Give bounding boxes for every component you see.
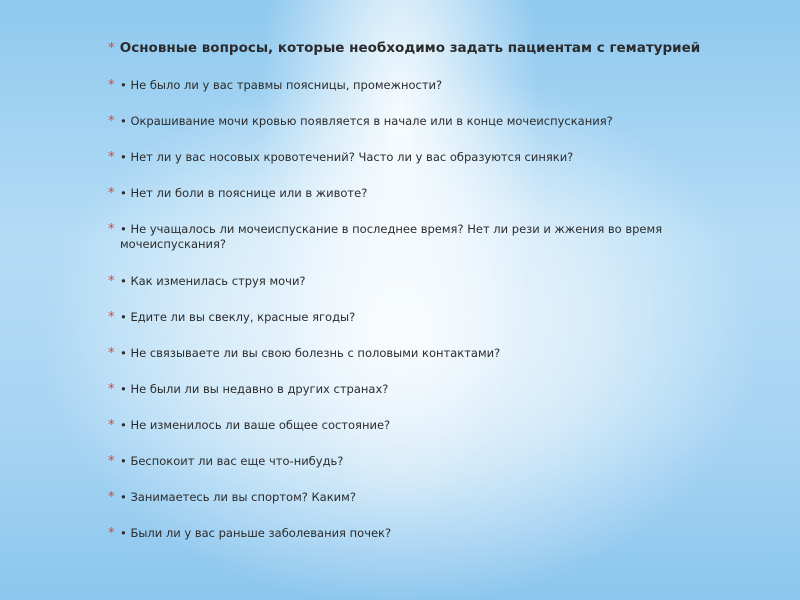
list-item: [108, 186, 758, 222]
question-text: • Не было ли у вас травмы поясницы, промежности?: [120, 78, 443, 92]
slide-title-text: Основные вопросы, которые необходимо задать пациентам с гематурией: [119, 40, 701, 56]
title-asterisk-icon: *: [108, 40, 115, 56]
slide-title: [108, 40, 788, 56]
list-item: [108, 274, 758, 310]
asterisk-icon: *: [108, 382, 115, 397]
list-item: [108, 114, 758, 150]
question-text: • Занимаетесь ли вы спортом? Каким?: [120, 490, 356, 504]
list-item: [108, 418, 758, 454]
question-text: • Нет ли у вас носовых кровотечений? Часто ли у вас образуются синяки?: [120, 150, 574, 164]
question-text: • Не связываете ли вы свою болезнь с половыми контактами?: [120, 346, 501, 360]
asterisk-icon: *: [108, 186, 115, 201]
list-item: [108, 526, 758, 562]
question-text: • Окрашивание мочи кровью появляется в начале или в конце мочеиспускания?: [120, 114, 613, 128]
list-item: [108, 490, 758, 526]
list-item: [108, 150, 758, 186]
asterisk-icon: *: [108, 346, 115, 361]
asterisk-icon: *: [108, 222, 115, 237]
asterisk-icon: *: [108, 490, 115, 505]
asterisk-icon: *: [108, 310, 115, 325]
question-text: • Беспокоит ли вас еще что-нибудь?: [120, 454, 344, 468]
list-item: [108, 310, 758, 346]
question-text: • Не учащалось ли мочеиспускание в последнее время? Нет ли рези и жжения во время мочеиспускания?: [120, 222, 663, 251]
asterisk-icon: *: [108, 150, 115, 165]
question-text: • Были ли у вас раньше заболевания почек?: [120, 526, 392, 540]
asterisk-icon: *: [108, 274, 115, 289]
asterisk-icon: *: [108, 114, 115, 129]
question-text: • Не изменилось ли ваше общее состояние?: [120, 418, 391, 432]
list-item: [108, 382, 758, 418]
asterisk-icon: *: [108, 454, 115, 469]
question-list: [108, 78, 758, 562]
asterisk-icon: *: [108, 526, 115, 541]
list-item: [108, 222, 758, 274]
list-item: [108, 454, 758, 490]
question-text: • Нет ли боли в пояснице или в животе?: [120, 186, 368, 200]
asterisk-icon: *: [108, 418, 115, 433]
list-item: [108, 78, 758, 114]
list-item: [108, 346, 758, 382]
question-text: • Не были ли вы недавно в других странах?: [120, 382, 389, 396]
asterisk-icon: *: [108, 78, 115, 93]
question-text: • Как изменилась струя мочи?: [120, 274, 306, 288]
question-text: • Едите ли вы свеклу, красные ягоды?: [120, 310, 356, 324]
